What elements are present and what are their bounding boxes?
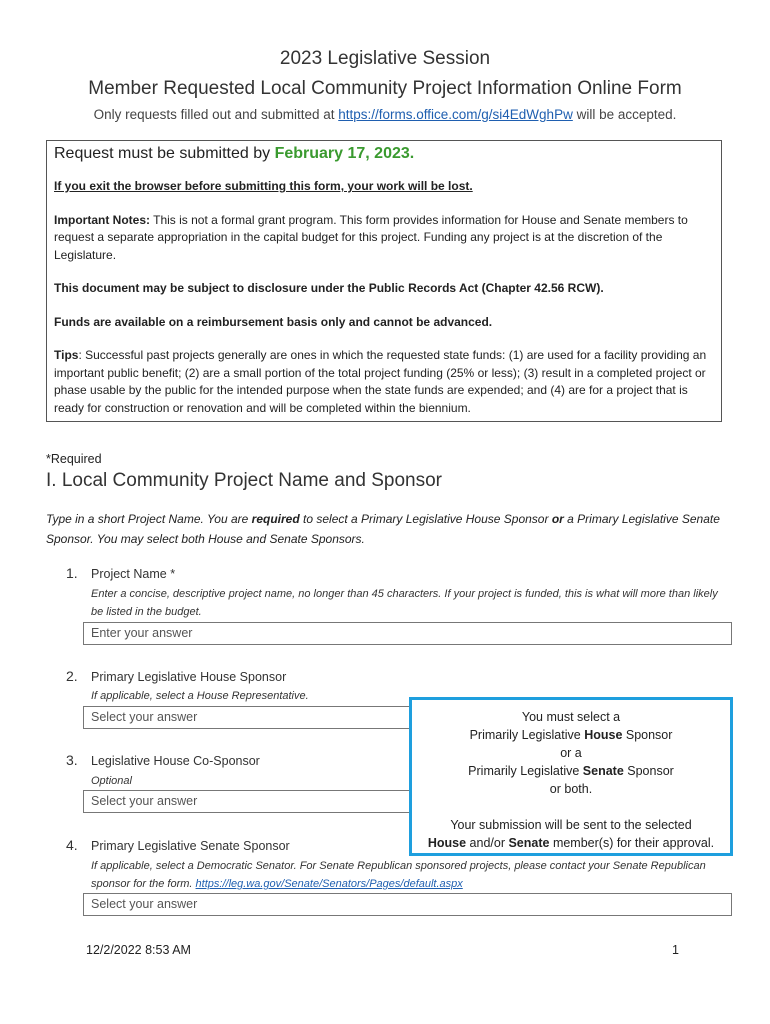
question-2-label: Primary Legislative House Sponsor: [91, 670, 287, 684]
callout-and-or: and/or: [466, 836, 509, 850]
callout-line-4: [412, 762, 730, 780]
question-2-help: If applicable, select a House Representative.: [91, 690, 309, 702]
senate-sponsor-select[interactable]: Select your answer: [83, 893, 732, 916]
submission-instruction: [0, 107, 770, 122]
footer-datetime: 12/2/2022 8:53 AM: [86, 943, 191, 957]
intro-part-1: Type in a short Project Name. You are: [46, 512, 252, 526]
question-4-help: [91, 857, 731, 893]
callout-line-1: You must select a: [521, 710, 621, 724]
callout-line-5: or both.: [549, 782, 593, 796]
form-link[interactable]: https://forms.office.com/g/si4EdWghPw: [338, 107, 573, 122]
important-label: Important Notes:: [54, 212, 150, 227]
callout-senate: Senate: [582, 764, 624, 778]
instruction-suffix: will be accepted.: [572, 107, 677, 122]
callout-line-2-suffix: Sponsor: [622, 728, 673, 742]
callout-spacer: [412, 798, 730, 816]
question-3-label: Legislative House Co-Sponsor: [91, 754, 260, 768]
question-1-help: Enter a concise, descriptive project name, no longer than 45 characters. If your project is funded, this is what will more than likely be listed in the budget.: [91, 588, 718, 618]
callout-line-4-prefix: Primarily Legislative: [468, 764, 583, 778]
tips-text: : Successful past projects generally are ones in which the requested state funds: (1) are used for a facility providing an important public benefit; (2) are a small portion of the total project funding (25% or less); (3) result in a completed project or phase usable by the public for the intended purpose when the state funds are expended; and (4) are for a project that is ready for construction or renovation and will be completed within the biennium.: [54, 348, 707, 415]
intro-required: required: [251, 512, 300, 526]
callout-line-6: Your submission will be sent to the selected: [450, 818, 692, 832]
callout-line-7: [412, 834, 730, 852]
question-1-label: Project Name *: [91, 567, 176, 581]
tips: [54, 347, 714, 417]
intro-part-3: a Primary Legislative Senate Sponsor. You may select both House and Senate Sponsors.: [46, 512, 720, 546]
question-1-number: 1.: [66, 565, 78, 581]
section-title: I. Local Community Project Name and Sponsor: [46, 470, 443, 491]
required-note: *Required: [46, 452, 102, 466]
sponsor-callout: [409, 697, 733, 856]
callout-line-3: or a: [560, 746, 582, 760]
intro-part-2: to select a Primary Legislative House Sponsor: [299, 512, 552, 526]
question-4-help-text: If applicable, select a Democratic Senator. For Senate Republican sponsored projects, please contact your Senate Republican sponsor for the form.: [91, 860, 706, 890]
question-4-label: Primary Legislative Senate Sponsor: [91, 839, 290, 853]
question-2-number: 2.: [66, 668, 78, 684]
instruction-prefix: Only requests filled out and submitted at: [93, 107, 339, 122]
browser-warning: If you exit the browser before submitting this form, your work will be lost.: [54, 179, 473, 193]
notice-box: [46, 140, 722, 422]
public-records-note: This document may be subject to disclosure under the Public Records Act (Chapter 42.56 RCW).: [54, 281, 604, 295]
reimbursement-note: Funds are available on a reimbursement basis only and cannot be advanced.: [54, 314, 493, 329]
deadline-date: February 17, 2023.: [274, 145, 415, 162]
question-3-number: 3.: [66, 752, 78, 768]
important-notes: [54, 212, 714, 265]
callout-house-2: House: [427, 836, 467, 850]
session-title: 2023 Legislative Session: [279, 48, 491, 69]
callout-line-7-suffix: member(s) for their approval.: [549, 836, 715, 850]
deadline: [54, 143, 714, 165]
question-3-help: Optional: [91, 775, 132, 787]
deadline-prefix: Request must be submitted by: [54, 145, 275, 162]
callout-house: House: [584, 728, 623, 742]
callout-line-2: [412, 726, 730, 744]
project-name-input[interactable]: Enter your answer: [83, 622, 732, 645]
callout-line-2-prefix: Primarily Legislative: [469, 728, 585, 742]
house-sponsor-select[interactable]: Select your answer: [83, 706, 732, 729]
important-text: This is not a formal grant program. This form provides information for House and Senate members to request a separate appropriation in the capital budget for this project. Funding any project is at the discretion of the Legislature.: [54, 212, 688, 262]
footer-page-number: 1: [672, 943, 679, 957]
form-title: Member Requested Local Community Project Information Online Form: [88, 78, 682, 99]
callout-line-4-suffix: Sponsor: [623, 764, 674, 778]
tips-label: Tips: [54, 348, 79, 362]
question-4-number: 4.: [66, 837, 78, 853]
house-cosponsor-select[interactable]: Select your answer: [83, 790, 732, 813]
intro-or: or: [551, 512, 564, 526]
callout-senate-2: Senate: [508, 836, 550, 850]
senators-link[interactable]: https://leg.wa.gov/Senate/Senators/Pages/default.aspx: [195, 878, 463, 890]
section-intro: [46, 509, 726, 549]
